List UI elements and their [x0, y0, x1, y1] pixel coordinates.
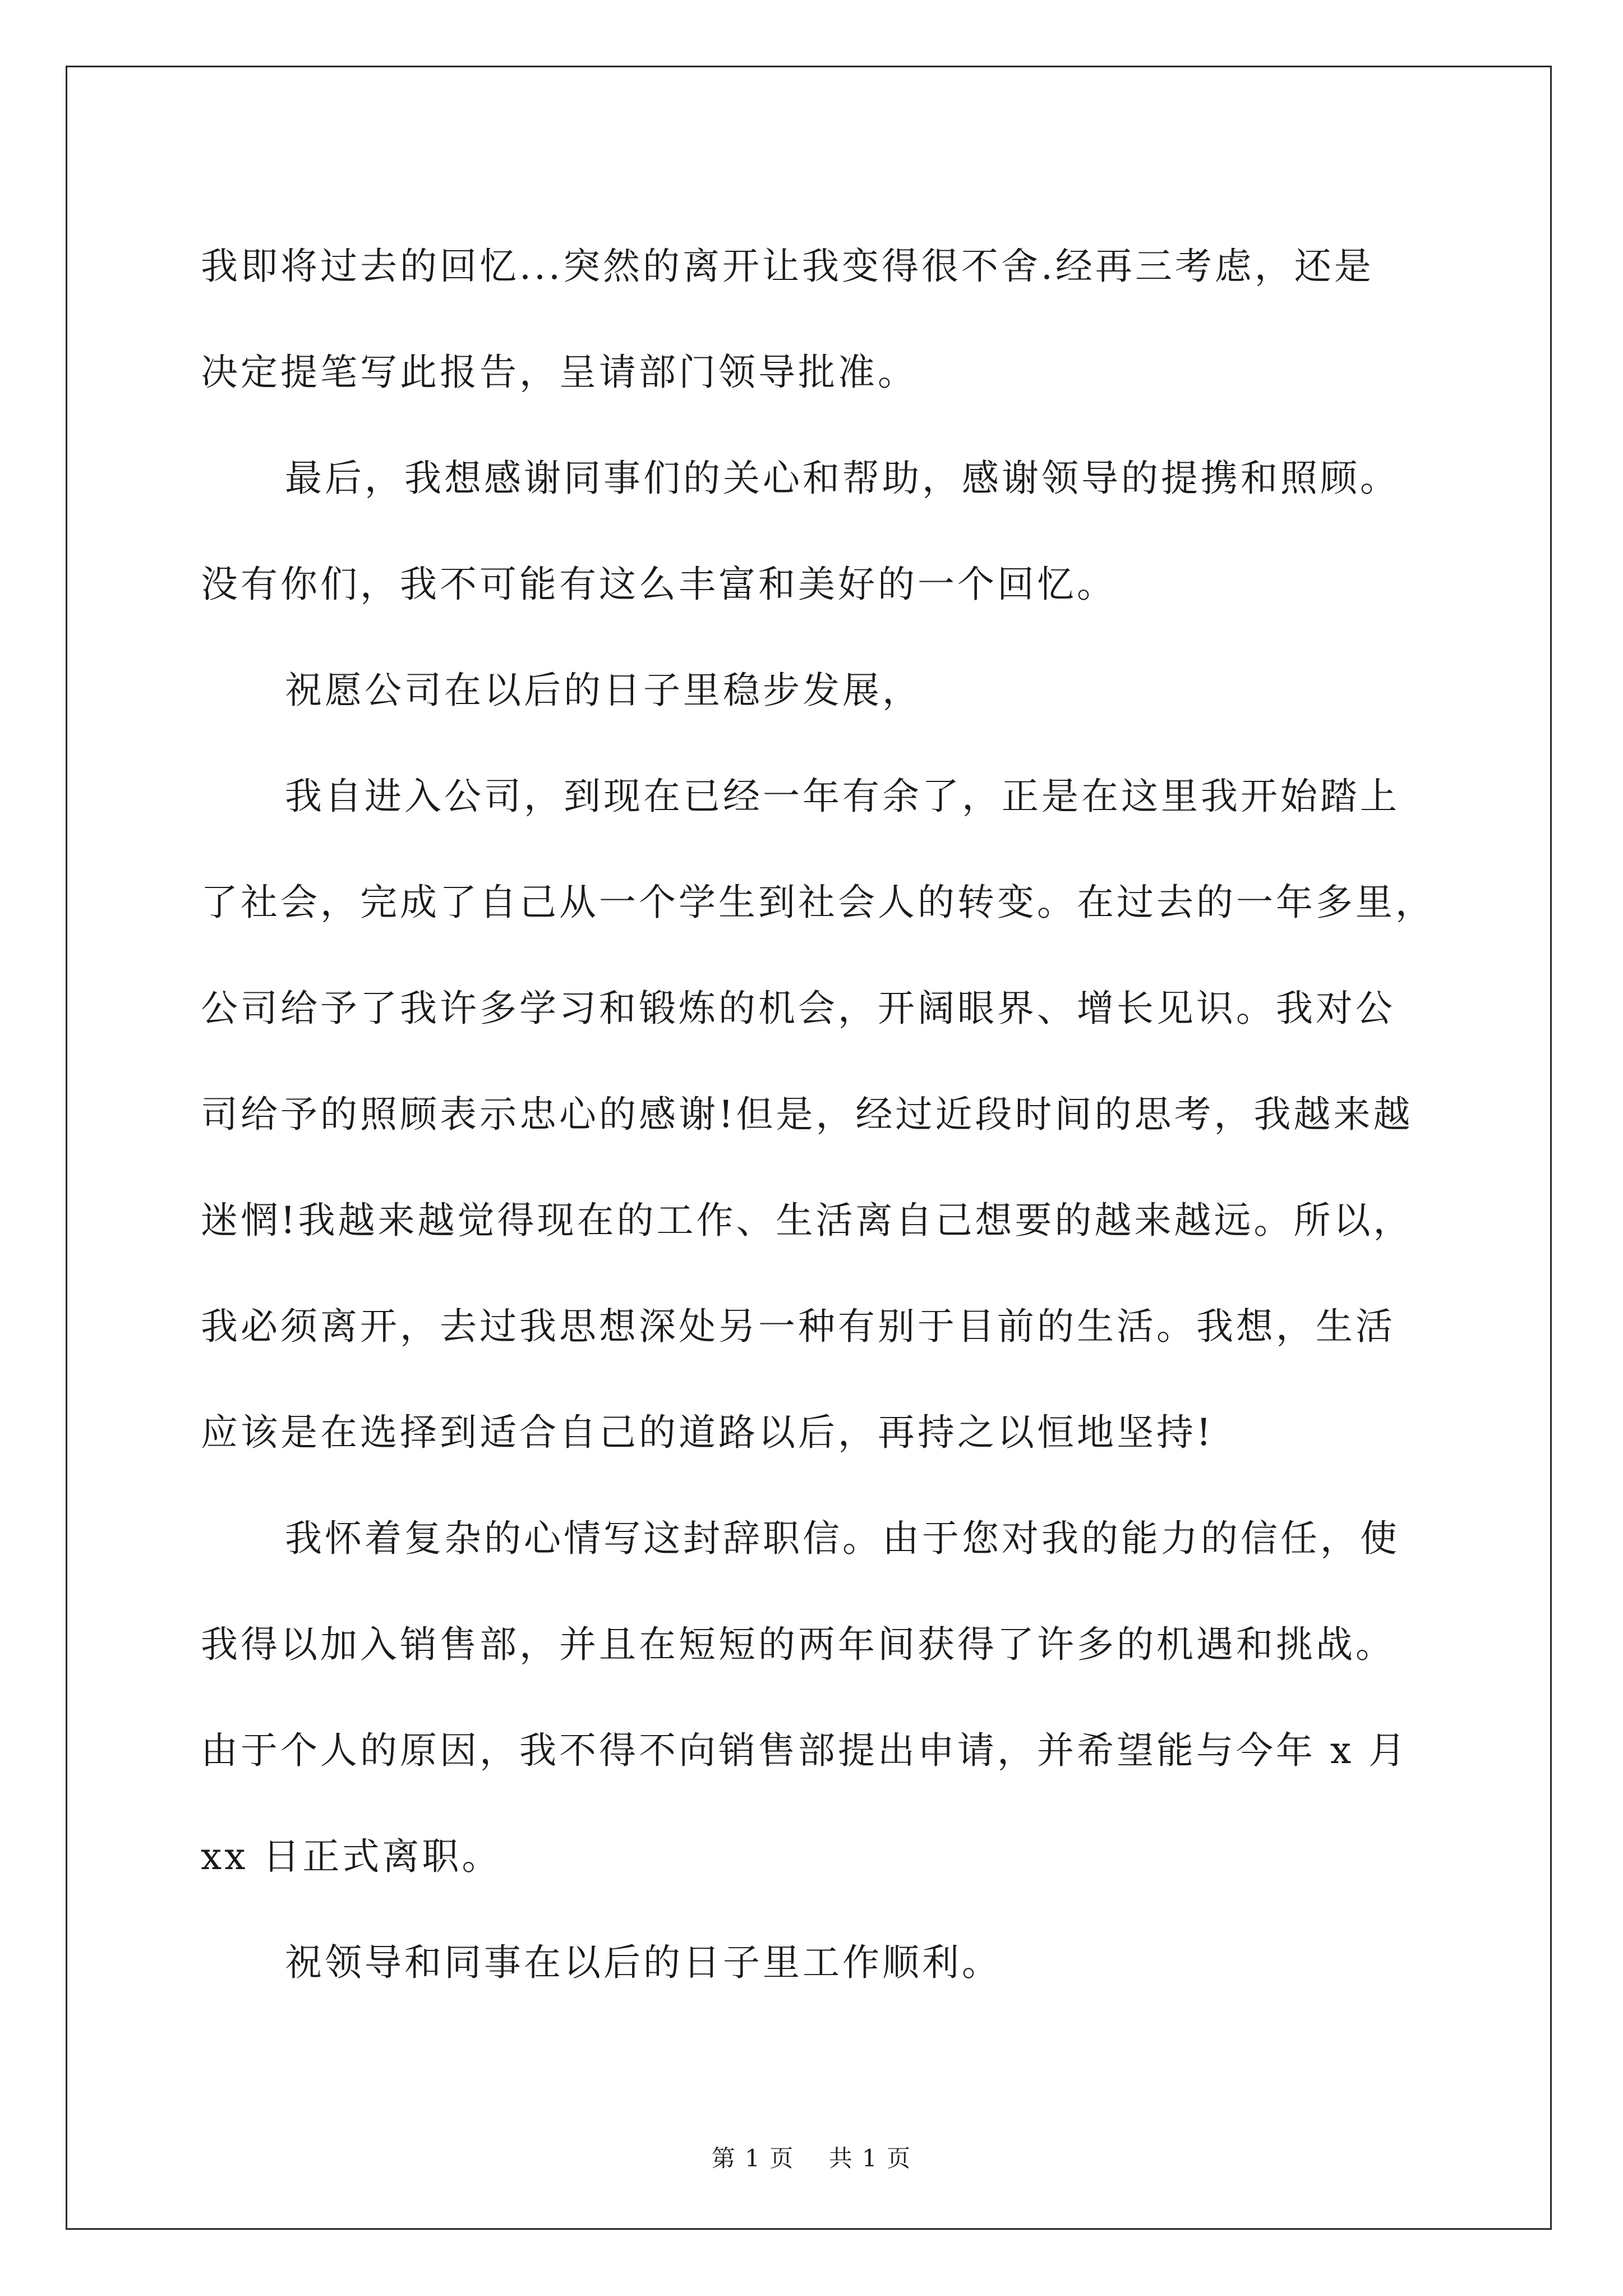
text-line: 我必须离开，去过我思想深处另一种有别于目前的生活。我想，生活: [201, 1305, 1395, 1348]
paragraph-5: [201, 1485, 1435, 1910]
text-line: 我即将过去的回忆...突然的离开让我变得很不舍.经再三考虑，还是: [201, 245, 1374, 288]
text-line: xx 日正式离职。: [201, 1835, 502, 1878]
text-line: 祝愿公司在以后的日子里稳步发展，: [285, 669, 922, 712]
text-line: 由于个人的原因，我不得不向销售部提出申请，并希望能与今年 x 月: [201, 1729, 1409, 1772]
text-line: 祝领导和同事在以后的日子里工作顺利。: [285, 1941, 1002, 1984]
page-number-footer: 第 1 页 共 1 页: [711, 2145, 912, 2172]
paragraph-1: [201, 213, 1435, 425]
text-line: 没有你们，我不可能有这么丰富和美好的一个回忆。: [201, 563, 1117, 606]
paragraph-3: [201, 637, 1435, 743]
paragraph-2: [201, 425, 1435, 637]
text-line: 我怀着复杂的心情写这封辞职信。由于您对我的能力的信任，使: [285, 1517, 1400, 1560]
text-line: 了社会，完成了自己从一个学生到社会人的转变。在过去的一年多里，: [201, 881, 1435, 924]
text-line: 司给予的照顾表示忠心的感谢!但是，经过近段时间的思考，我越来越: [201, 1093, 1413, 1136]
paragraph-4: [201, 743, 1435, 1485]
text-line: 我自进入公司，到现在已经一年有余了，正是在这里我开始踏上: [285, 775, 1400, 818]
text-line: 最后，我想感谢同事们的关心和帮助，感谢领导的提携和照顾。: [285, 457, 1400, 500]
text-line: 迷惘!我越来越觉得现在的工作、生活离自己想要的越来越远。所以，: [201, 1199, 1413, 1242]
text-line: 应该是在选择到适合自己的道路以后，再持之以恒地坚持!: [201, 1411, 1214, 1454]
document-body: [201, 213, 1435, 2016]
text-line: 决定提笔写此报告，呈请部门领导批准。: [201, 351, 917, 394]
text-line: 我得以加入销售部，并且在短短的两年间获得了许多的机遇和挑战。: [201, 1623, 1395, 1666]
text-line: 公司给予了我许多学习和锻炼的机会，开阔眼界、增长见识。我对公: [201, 987, 1395, 1030]
paragraph-6: [201, 1910, 1435, 2016]
